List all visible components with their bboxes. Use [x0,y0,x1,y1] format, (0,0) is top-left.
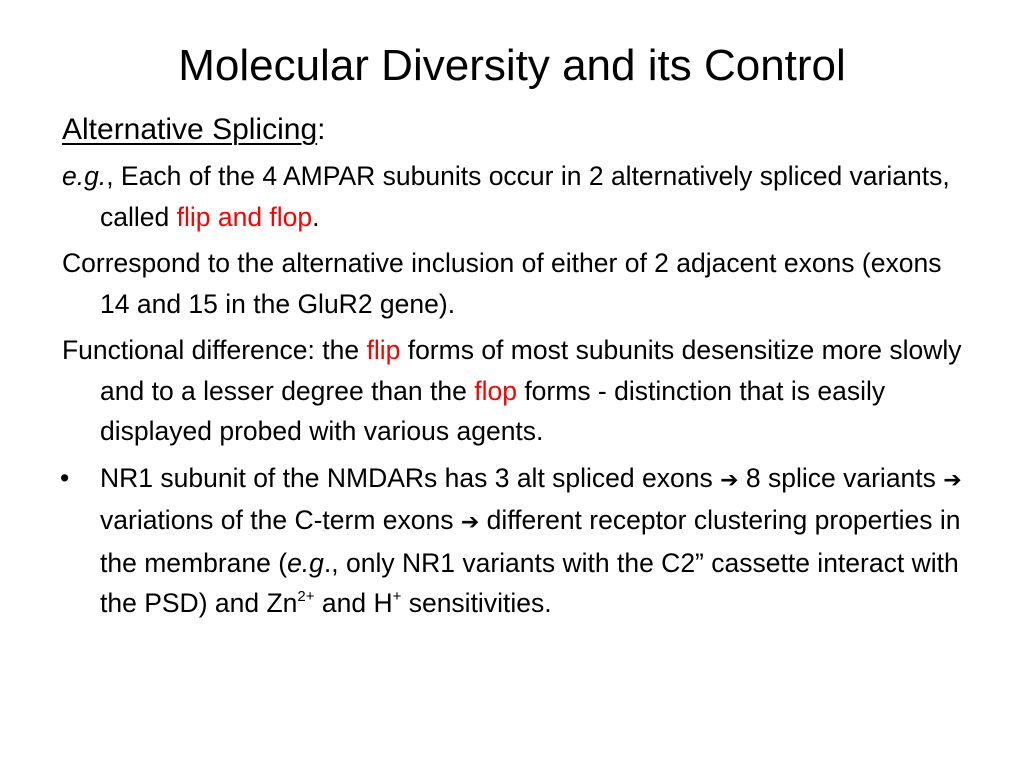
bullet-text: sensitivities. [401,588,552,618]
paragraph-text: , Each of the 4 AMPAR subunits occur in 2 alternatively spliced variants, called [100,161,950,232]
slide-body [62,108,967,624]
paragraph-text: . [312,201,320,232]
highlight-flop: flop [474,375,517,406]
paragraph-text: forms - distinction that is easily displayed probed with various agents. [100,375,886,446]
bullet-nr1-subunit [62,458,967,624]
slide-title: Molecular Diversity and its Control [178,41,846,90]
bullet-text: 8 splice variants [738,462,944,493]
paragraph-flip-flop [62,156,967,237]
zn-superscript: 2+ [297,588,315,605]
paragraph-functional-difference [62,330,967,452]
arrow-right-icon: ➔ [943,466,962,492]
paragraph-exons: Correspond to the alternative inclusion of either of 2 adjacent exons (exons 14 and 15 in the GluR2 gene). [62,248,942,319]
eg-abbreviation: e.g [287,547,324,578]
section-heading-colon: : [317,113,326,146]
h-superscript: + [392,588,402,605]
bullet-marker: • [60,462,70,493]
highlight-flip-and-flop: flip and flop [176,201,313,232]
paragraph-text: Functional difference: the [62,335,367,365]
bullet-text: different receptor clustering properties in the membrane ( [100,505,961,578]
highlight-flip: flip [366,335,401,365]
paragraph-text: forms of most subunits desensitize more slowly and to a lesser degree than the [100,335,962,406]
eg-abbreviation: e.g. [62,161,107,191]
bullet-text: and H [314,588,393,618]
bullet-text: NR1 subunit of the NMDARs has 3 alt spliced exons [100,462,721,493]
arrow-right-icon: ➔ [720,466,739,492]
bullet-text: ., only NR1 variants with the C2” cassette interact with the PSD) and Zn [100,547,959,618]
section-heading-text: Alternative Splicing [62,113,318,146]
bullet-text: variations of the C-term exons [100,505,461,535]
section-heading [62,108,967,152]
arrow-right-icon: ➔ [460,509,480,534]
